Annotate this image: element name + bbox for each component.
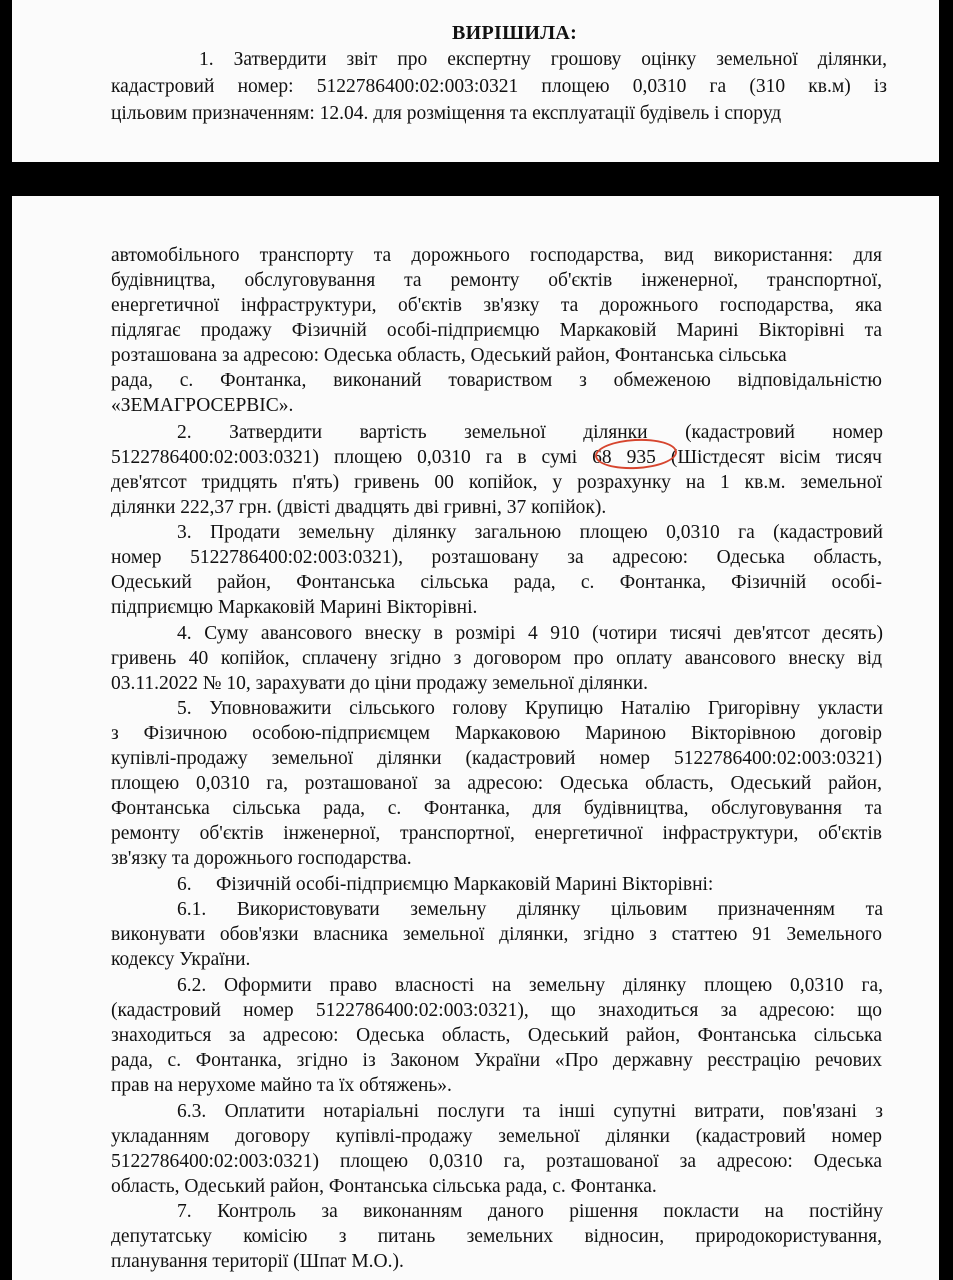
text-line: кадастровий номер: 5122786400:02:003:0321 площею 0,0310 га (310 кв.м) із — [111, 76, 887, 97]
text-line: Фонтанська сільська рада, с. Фонтанка, для будівництва, обслуговування та — [111, 798, 882, 819]
text-line: ремонту об'єктів інженерної, транспортної, енергетичної інфраструктури, об'єктів — [111, 823, 882, 844]
text-line: автомобільного транспорту та дорожнього господарства, вид використання: для — [111, 245, 882, 266]
text-line: зв'язку та дорожнього господарства. — [111, 848, 412, 869]
text-line: кодексу України. — [111, 949, 251, 970]
text-line: цільовим призначенням: 12.04. для розміщення та експлуатації будівель і споруд — [111, 103, 782, 124]
text-line: будівництва, обслуговування та ремонту об'єктів інженерної, транспортної, — [111, 270, 882, 291]
text-line: гривень 40 копійок, сплачену згідно з договором про оплату авансового внеску від — [111, 648, 882, 669]
text-line: виконувати обов'язки власника земельної ділянки, згідно з статтею 91 Земельного — [111, 924, 882, 945]
text-line: номер 5122786400:02:003:0321), розташовану за адресою: Одеська область, — [111, 547, 882, 568]
text-line: 6.3. Оплатити нотаріальні послуги та інші супутні витрати, пов'язані з — [177, 1101, 883, 1122]
text-line: площею 0,0310 га, розташованої за адресою: Одеська область, Одеський район, — [111, 773, 882, 794]
text-line: (кадастровий номер 5122786400:02:003:0321), що знаходиться за адресою: що — [111, 1000, 882, 1021]
text-line: 1. Затвердити звіт про експертну грошову оцінку земельної ділянки, — [199, 49, 887, 70]
text-line: дев'ятсот тридцять п'ять) гривень 00 копійок, у розрахунку на 1 кв.м. земельної — [111, 472, 882, 493]
text-line: 4. Суму авансового внеску в розмірі 4 910 (чотири тисячі дев'ятсот десять) — [177, 623, 883, 644]
text-line: підприємцю Маркаковій Марині Вікторівні. — [111, 597, 478, 618]
text-line: рада, с. Фонтанка, згідно із Законом України «Про державну реєстрацію речових — [111, 1050, 882, 1071]
text-line: 6.1. Використовувати земельну ділянку цільовим призначенням та — [177, 899, 883, 920]
document-page-main — [12, 196, 939, 1280]
text-line: область, Одеський район, Фонтанська сільська рада, с. Фонтанка. — [111, 1176, 657, 1197]
text-line: 5122786400:02:003:0321) площею 0,0310 га в сумі 68 935 (Шістдесят вісім тисяч — [111, 447, 882, 468]
text-line: 5. Уповноважити сільського голову Крупицю Наталію Григорівну укласти — [177, 698, 883, 719]
text-line: підлягає продажу Фізичній особі-підприємцю Маркаковій Марині Вікторівні та — [111, 320, 882, 341]
text-line: з Фізичною особою-підприємцем Маркаковою Мариною Вікторівною договір — [111, 723, 882, 744]
text-line: 5122786400:02:003:0321) площею 0,0310 га, розташованої за адресою: Одеська — [111, 1151, 882, 1172]
text-line: 03.11.2022 № 10, зарахувати до ціни продажу земельної ділянки. — [111, 673, 648, 694]
text-line: 7. Контроль за виконанням даного рішення покласти на постійну — [177, 1201, 883, 1222]
text-line: знаходиться за адресою: Одеська область, Одеський район, Фонтанська сільська — [111, 1025, 882, 1046]
text-line: рада, с. Фонтанка, виконаний товариством з обмеженою відповідальністю — [111, 370, 882, 391]
text-line: укладанням договору купівлі-продажу земельної ділянки (кадастровий номер — [111, 1126, 882, 1147]
text-line: 3. Продати земельну ділянку загальною площею 0,0310 га (кадастровий — [177, 522, 883, 543]
decision-heading: ВИРІШИЛА: — [452, 22, 578, 44]
text-line: планування території (Шпат М.О.). — [111, 1251, 404, 1272]
text-line: прав на нерухоме майно та їх обтяжень». — [111, 1075, 452, 1096]
text-line: ділянки 222,37 грн. (двісті двадцять дві гривні, 37 копійок). — [111, 497, 607, 518]
text-line: розташована за адресою: Одеська область, Одеський район, Фонтанська сільська — [111, 345, 787, 366]
text-line: купівлі-продажу земельної ділянки (кадастровий номер 5122786400:02:003:0321) — [111, 748, 882, 769]
text-line: енергетичної інфраструктури, об'єктів зв'язку та дорожнього господарства, яка — [111, 295, 882, 316]
text-line: депутатську комісію з питань земельних відносин, природокористування, — [111, 1226, 882, 1247]
text-line: Одеський район, Фонтанська сільська рада, с. Фонтанка, Фізичній особі- — [111, 572, 882, 593]
text-line: «ЗЕМАГРОСЕРВІС». — [111, 395, 294, 416]
text-line: 6.2. Оформити право власності на земельну ділянку площею 0,0310 га, — [177, 975, 883, 996]
text-line: 2. Затвердити вартість земельної ділянки (кадастровий номер — [177, 422, 883, 443]
document-page-top — [12, 0, 939, 162]
text-line: 6. Фізичній особі-підприємцю Маркаковій Марині Вікторівні: — [177, 874, 714, 895]
